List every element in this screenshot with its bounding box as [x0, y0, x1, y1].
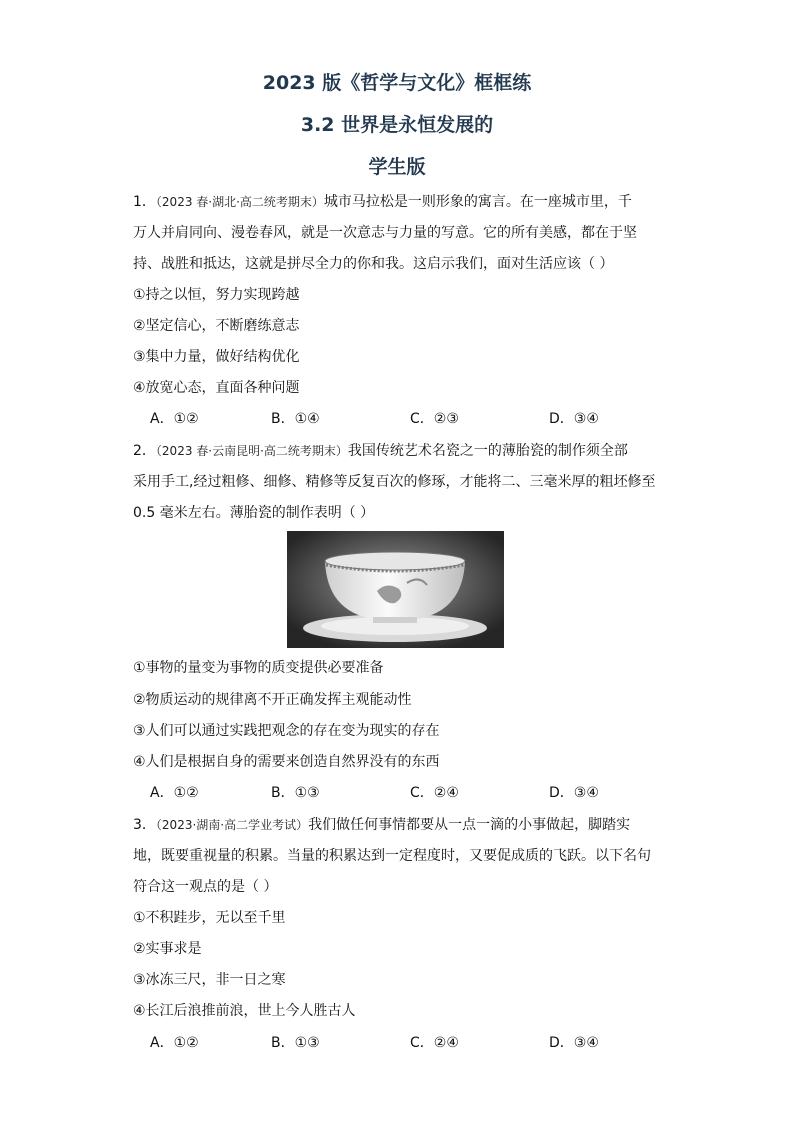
question-1-option-b: B．①④ — [271, 411, 320, 427]
question-2-stem-line-1 — [133, 441, 663, 461]
question-1-statement-4: ④放宽心态，直面各种问题 — [133, 380, 300, 396]
porcelain-bowl-photo — [287, 531, 504, 648]
edition-label: 学生版 — [368, 156, 426, 178]
question-2-stem-line-3: 0.5 毫米左右。薄胎瓷的制作表明（ ） — [133, 505, 375, 521]
question-3-stem-line-2: 地，既要重视量的积累。当量的积累达到一定程度时，又要促成质的飞跃。以下名句 — [133, 848, 651, 864]
question-number: 1． — [133, 194, 156, 210]
question-1-stem-line-2: 万人并肩同向、漫卷春风，就是一次意志与力量的写意。它的所有美感，都在于坚 — [133, 225, 637, 241]
document-title: 2023 版《哲学与文化》框框练 — [262, 72, 532, 94]
question-3-statement-1: ①不积跬步，无以至千里 — [133, 910, 286, 926]
question-number: 2． — [133, 443, 156, 459]
stem-text: 城市马拉松是一则形象的寓言。在一座城市里，千 — [323, 194, 632, 210]
question-2-statement-3: ③人们可以通过实践把观念的存在变为现实的存在 — [133, 723, 440, 739]
question-3-stem-line-1 — [133, 815, 663, 835]
question-source: （2023 春·云南昆明·高二统考期末） — [155, 444, 348, 458]
question-1-option-d: D．③④ — [549, 411, 599, 427]
question-1-stem-line-3: 持、战胜和抵达，这就是拼尽全力的你和我。这启示我们，面对生活应该（ ） — [133, 256, 614, 272]
question-1-option-c: C．②③ — [410, 411, 459, 427]
question-source: （2023·湖南·高二学业考试） — [155, 818, 309, 832]
question-3-stem-line-3: 符合这一观点的是（ ） — [133, 879, 278, 895]
question-3-statement-2: ②实事求是 — [133, 941, 202, 957]
question-2-statement-4: ④人们是根据自身的需要来创造自然界没有的东西 — [133, 754, 440, 770]
question-2-option-b: B．①③ — [271, 785, 320, 801]
question-number: 3． — [133, 817, 156, 833]
question-3-option-c: C．②④ — [410, 1035, 459, 1051]
question-source: （2023 春·湖北·高二统考期末） — [155, 195, 324, 209]
question-3-statement-4: ④长江后浪推前浪，世上今人胜古人 — [133, 1003, 356, 1019]
question-3-option-d: D．③④ — [549, 1035, 599, 1051]
question-3-option-a: A．①② — [150, 1035, 199, 1051]
section-title: 3.2 世界是永恒发展的 — [300, 114, 494, 136]
question-1-statement-1: ①持之以恒，努力实现跨越 — [133, 287, 300, 303]
question-2-stem-line-2: 采用手工,经过粗修、细修、精修等反复百次的修琢，才能将二、三毫米厚的粗坯修至 — [133, 474, 656, 490]
question-2-statement-1: ①事物的量变为事物的质变提供必要准备 — [133, 660, 384, 676]
stem-text: 我国传统艺术名瓷之一的薄胎瓷的制作须全部 — [347, 443, 628, 459]
question-1-statement-3: ③集中力量，做好结构优化 — [133, 349, 300, 365]
question-1-statement-2: ②坚定信心，不断磨练意志 — [133, 318, 300, 334]
question-1-stem-line-1 — [133, 192, 663, 212]
question-3-option-b: B．①③ — [271, 1035, 320, 1051]
question-2-option-c: C．②④ — [410, 785, 459, 801]
stem-text: 我们做任何事情都要从一点一滴的小事做起，脚踏实 — [308, 817, 631, 833]
question-2-option-a: A．①② — [150, 785, 199, 801]
bowl-illustration — [287, 531, 504, 648]
question-3-statement-3: ③冰冻三尺，非一日之寒 — [133, 972, 286, 988]
question-2-option-d: D．③④ — [549, 785, 599, 801]
question-1-option-a: A．①② — [150, 411, 199, 427]
question-2-statement-2: ②物质运动的规律离不开正确发挥主观能动性 — [133, 692, 412, 708]
